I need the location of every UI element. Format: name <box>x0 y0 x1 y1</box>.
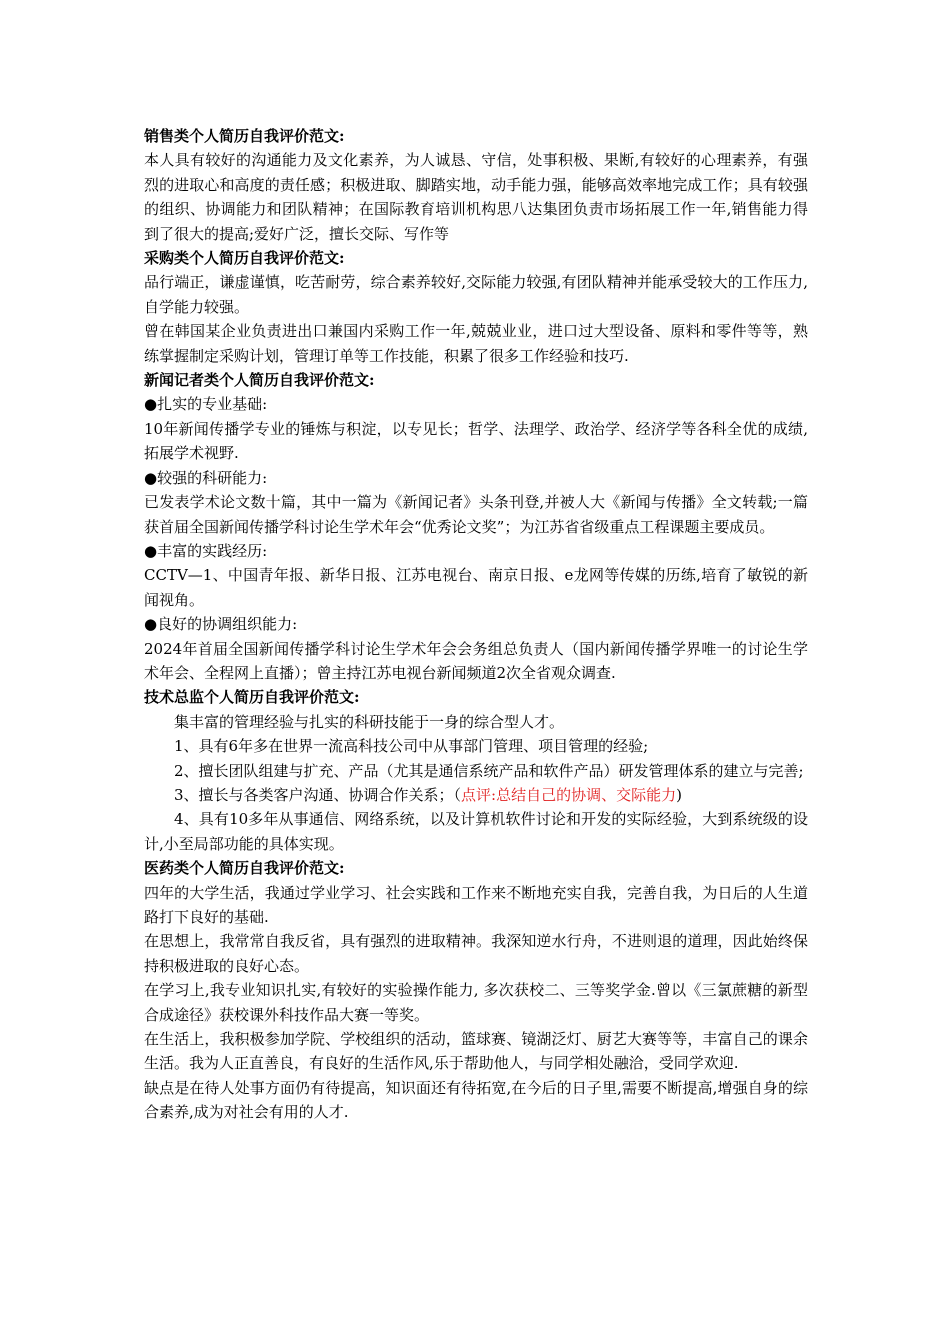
medical-heading: 医药类个人简历自我评价范文: <box>144 859 345 878</box>
cto-item-1: 1、具有6年多在世界一流高科技公司中从事部门管理、项目管理的经验; <box>174 737 649 756</box>
medical-para-1: 四年的大学生活，我通过学业学习、社会实践和工作来不断地充实自我，完善自我，为日后的人生道路打下良好的基础. <box>144 883 808 926</box>
cto-heading: 技术总监个人简历自我评价范文: <box>144 688 360 707</box>
document-page <box>144 124 808 1125</box>
cto-item-3-close: ) <box>676 785 682 804</box>
cto-item-3 <box>144 783 808 807</box>
medical-para-3: 在学习上,我专业知识扎实,有较好的实验操作能力, 多次获校二、三等奖学金.曾以《三氯蔗糖的新型合成途径》获校课外科技作品大赛一等奖。 <box>144 981 808 1024</box>
journalist-bullet-2-text: 已发表学术论文数十篇，其中一篇为《新闻记者》头条刊登,并被人大《新闻与传播》全文转载;一篇获首届全国新闻传播学科讨论生学术年会“优秀论文奖”；为江苏省省级重点工程课题主要成员。 <box>144 493 808 536</box>
journalist-bullet-3-title: ●丰富的实践经历: <box>144 541 268 560</box>
purchasing-heading: 采购类个人简历自我评价范文: <box>144 249 345 268</box>
cto-item-3-text: 3、擅长与各类客户沟通、协调合作关系；（ <box>174 785 462 804</box>
journalist-bullet-4-title: ●良好的协调组织能力: <box>144 615 298 634</box>
journalist-bullet-1-title: ●扎实的专业基础: <box>144 395 268 414</box>
cto-intro: 集丰富的管理经验与扎实的科研技能于一身的综合型人才。 <box>174 712 565 731</box>
medical-para-4: 在生活上，我积极参加学院、学校组织的活动，篮球赛、镜湖泛灯、厨艺大赛等等，丰富自己的课余生活。我为人正直善良，有良好的生活作风,乐于帮助他人，与同学相处融洽，受同学欢迎. <box>144 1030 808 1073</box>
sales-body: 本人具有较好的沟通能力及文化素养，为人诚恳、守信，处事积极、果断,有较好的心理素养，有强烈的进取心和高度的责任感；积极进取、脚踏实地，动手能力强，能够高效率地完成工作；具有较强的组织、协调能力和团队精神；在国际教育培训机构思八达集团负责市场拓展工作一年,销售能力得到了很大的提高;爱好广泛，擅长交际、写作等 <box>144 151 808 243</box>
medical-para-5: 缺点是在待人处事方面仍有待提高，知识面还有待拓宽,在今后的日子里,需要不断提高,增强自身的综合素养,成为对社会有用的人才. <box>144 1078 808 1122</box>
journalist-bullet-2-title: ●较强的科研能力: <box>144 468 268 487</box>
cto-item-4: 4、具有10多年从事通信、网络系统，以及计算机软件讨论和开发的实际经验，大到系统级的设计,小至局部功能的具体实现。 <box>144 810 808 853</box>
purchasing-para-1: 品行端正，谦虚谨慎，吃苦耐劳，综合素养较好,交际能力较强,有团队精神并能承受较大的工作压力,自学能力较强。 <box>144 273 808 316</box>
cto-item-3-comment: 点评:总结自己的协调、交际能力 <box>461 785 677 804</box>
medical-para-2: 在思想上，我常常自我反省，具有强烈的进取精神。我深知逆水行舟，不进则退的道理，因此始终保持积极进取的良好心态。 <box>144 932 808 975</box>
journalist-heading: 新闻记者类个人简历自我评价范文: <box>144 371 375 390</box>
journalist-bullet-1-text: 10年新闻传播学专业的锤炼与积淀，以专见长；哲学、法理学、政治学、经济学等各科全优的成绩,拓展学术视野. <box>144 419 808 463</box>
sales-heading: 销售类个人简历自我评价范文: <box>144 127 345 145</box>
purchasing-para-2: 曾在韩国某企业负责进出口兼国内采购工作一年,兢兢业业，进口过大型设备、原料和零件等等，熟练掌握制定采购计划，管理订单等工作技能，积累了很多工作经验和技巧. <box>144 322 808 365</box>
journalist-bullet-4-text: 2024年首届全国新闻传播学科讨论生学术年会会务组总负责人（国内新闻传播学界唯一的讨论生学术年会、全程网上直播）；曾主持江苏电视台新闻频道2次全省观众调查. <box>144 639 808 682</box>
cto-item-2: 2、擅长团队组建与扩充、产品（尤其是通信系统产品和软件产品）研发管理体系的建立与完善; <box>174 761 804 780</box>
journalist-bullet-3-text: CCTV—1、中国青年报、新华日报、江苏电视台、南京日报、e龙网等传媒的历练,培育了敏锐的新闻视角。 <box>144 566 808 609</box>
